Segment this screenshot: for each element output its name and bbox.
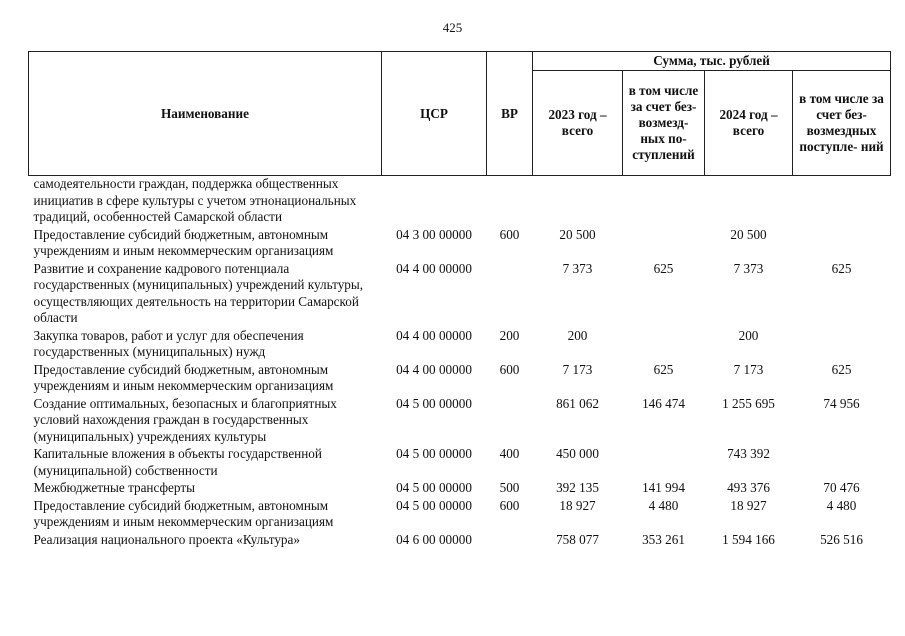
header-csr: ЦСР — [382, 52, 487, 176]
table-row — [29, 362, 891, 396]
row-2023-free — [623, 227, 705, 261]
row-csr: 04 5 00 00000 — [396, 446, 472, 461]
row-name: Создание оптимальных, безопасных и благоприятных условий нахождения граждан в государственных (муниципальных) учреждениях культуры — [33, 395, 337, 444]
row-vr: 600 — [499, 497, 520, 513]
row-name: Закупка товаров, работ и услуг для обеспечения государственных (муниципальных) нужд — [33, 327, 304, 359]
row-2023-total: 450 000 — [556, 446, 599, 461]
row-vr: 400 — [499, 446, 520, 461]
row-2023-total: 861 062 — [556, 395, 599, 411]
row-name: Предоставление субсидий бюджетным, автономным учреждениям и иным некоммерческим организациям — [33, 361, 334, 393]
row-2023-total: 200 — [567, 327, 588, 343]
row-2023-total: 392 135 — [556, 480, 599, 495]
row-2024-total: 20 500 — [730, 226, 767, 242]
table-row — [29, 498, 891, 532]
page-number: 425 — [442, 20, 463, 35]
row-2024-total: 1 594 166 — [722, 531, 775, 547]
row-2024-total: 1 255 695 — [722, 395, 775, 411]
row-2024-free: 70 476 — [823, 480, 860, 495]
row-2024-free: 625 — [831, 260, 852, 276]
row-csr: 04 5 00 00000 — [396, 395, 472, 411]
row-2023-total: 18 927 — [559, 497, 596, 513]
row-vr: 200 — [499, 327, 520, 343]
row-2023-total: 7 173 — [562, 361, 593, 377]
row-2024-total: 7 373 — [733, 260, 764, 276]
row-2023-free: 146 474 — [642, 395, 685, 411]
header-sum: Сумма, тыс. рублей — [533, 52, 891, 71]
row-vr — [487, 176, 533, 227]
row-name: Развитие и сохранение кадрового потенциала государственных (муниципальных) учреждений культуры, осуществляющих деятельность на территории Самарской области — [33, 260, 364, 325]
header-name: Наименование — [29, 52, 382, 176]
row-vr: 600 — [499, 226, 520, 242]
row-csr — [382, 176, 487, 227]
row-csr: 04 4 00 00000 — [396, 260, 472, 276]
row-csr: 04 4 00 00000 — [396, 361, 472, 377]
table-row — [29, 176, 891, 227]
row-2024-free: 526 516 — [820, 531, 863, 547]
table-row — [29, 532, 891, 550]
row-vr — [487, 396, 533, 447]
row-2024-free — [793, 446, 891, 480]
row-csr: 04 4 00 00000 — [396, 327, 472, 343]
row-2023-free: 353 261 — [642, 531, 685, 547]
header-vr: ВР — [487, 52, 533, 176]
row-2023-free: 141 994 — [642, 480, 685, 495]
row-2024-free: 4 480 — [826, 497, 857, 513]
row-csr: 04 5 00 00000 — [396, 497, 472, 513]
header-2024-total: 2024 год – всего — [705, 71, 793, 176]
row-2024-free: 625 — [831, 361, 852, 377]
row-name: Предоставление субсидий бюджетным, автономным учреждениям и иным некоммерческим организациям — [33, 497, 334, 529]
row-2024-free — [793, 176, 891, 227]
row-2024-free: 74 956 — [823, 395, 860, 411]
row-2024-total: 200 — [738, 327, 759, 343]
row-2023-total — [533, 176, 623, 227]
row-2023-free: 4 480 — [648, 497, 679, 513]
table-body — [29, 176, 891, 550]
row-2023-total: 20 500 — [559, 226, 596, 242]
row-csr: 04 5 00 00000 — [396, 480, 472, 495]
row-2023-total: 758 077 — [556, 531, 599, 547]
row-name: Капитальные вложения в объекты государственной (муниципальной) собственности — [33, 446, 322, 478]
row-2023-free — [623, 446, 705, 480]
budget-table — [28, 51, 891, 549]
row-vr: 600 — [499, 361, 520, 377]
header-2024-free: в том числе за счет без- возмездных поступле- ний — [793, 71, 891, 176]
row-2024-total: 18 927 — [730, 497, 767, 513]
row-2024-total: 743 392 — [727, 446, 770, 461]
row-2023-free — [623, 328, 705, 362]
table-header — [29, 52, 891, 176]
row-vr — [487, 261, 533, 328]
table-row — [29, 480, 891, 498]
row-2024-total: 7 173 — [733, 361, 764, 377]
row-vr: 500 — [499, 480, 520, 495]
row-2023-free — [623, 176, 705, 227]
row-2024-free — [793, 227, 891, 261]
row-vr — [487, 532, 533, 550]
table-row — [29, 328, 891, 362]
table-row — [29, 261, 891, 328]
table-row — [29, 227, 891, 261]
row-2023-free: 625 — [653, 361, 674, 377]
row-csr: 04 6 00 00000 — [396, 531, 472, 547]
header-2023-free: в том числе за счет без- возмезд- ных по- ступлений — [623, 71, 705, 176]
row-2024-free — [793, 328, 891, 362]
table-row — [29, 396, 891, 447]
row-2023-free: 625 — [653, 260, 674, 276]
table-row — [29, 446, 891, 480]
row-name: Предоставление субсидий бюджетным, автономным учреждениям и иным некоммерческим организациям — [33, 226, 334, 258]
row-name: самодеятельности граждан, поддержка общественных инициатив в сфере культуры с учетом этнонациональных традиций, особенностей Самарской области — [33, 176, 357, 224]
row-2023-total: 7 373 — [562, 260, 593, 276]
row-name: Межбюджетные трансферты — [33, 480, 195, 495]
row-2024-total — [705, 176, 793, 227]
row-name: Реализация национального проекта «Культура» — [33, 531, 300, 547]
header-2023-total: 2023 год – всего — [533, 71, 623, 176]
row-csr: 04 3 00 00000 — [396, 226, 472, 242]
row-2024-total: 493 376 — [727, 480, 770, 495]
